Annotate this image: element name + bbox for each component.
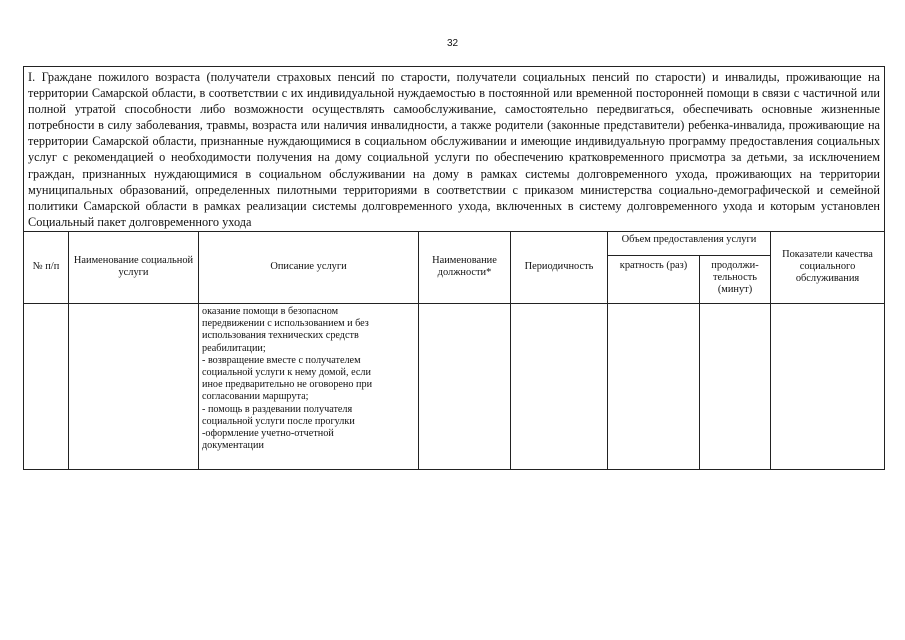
description-line: -оформление учетно-отчетной: [202, 427, 334, 439]
header-volume: Объем предоставления услуги: [608, 231, 771, 255]
description-line: - помощь в раздевании получателя: [202, 403, 353, 415]
description-line: - возвращение вместе с получателем: [202, 354, 361, 366]
header-num: № п/п: [24, 231, 69, 303]
description-line: документации: [202, 440, 264, 452]
description-line: социальной услуги после прогулки: [202, 415, 355, 427]
cell-description: [199, 303, 419, 469]
cell-frequency: [608, 303, 700, 469]
cell-service-name: [69, 303, 199, 469]
cell-num: [24, 303, 69, 469]
description-line: реабилитации;: [202, 342, 266, 354]
header-frequency: кратность (раз): [608, 255, 700, 303]
description-line: иное предварительно не оговорено при: [202, 379, 373, 391]
description-line: согласовании маршрута;: [202, 391, 309, 403]
description-line: передвижении с использованием и без: [202, 318, 369, 330]
table-row: [24, 303, 885, 469]
header-quality: Показатели качества социального обслуживания: [771, 231, 885, 303]
cell-duration: [700, 303, 771, 469]
cell-periodicity: [511, 303, 608, 469]
cell-quality: [771, 303, 885, 469]
header-duration: продолжи-тельность (минут): [700, 255, 771, 303]
header-description: Описание услуги: [199, 231, 419, 303]
section-heading: I. Граждане пожилого возраста (получатели страховых пенсий по старости, получатели социальных пенсий по старости) и инвалиды, проживающие на территории Самарской области, в соответствии с их индивидуальной нуждаемостью в постоянной или временной посторонней помощи в связи с частичной или полной утратой способности либо возможности осуществлять самообслуживание, самостоятельно передвигаться, обеспечивать основные жизненные потребности в силу заболевания, травмы, возраста или наличия инвалидности, а также родители (законные представители) ребенка-инвалида, проживающие на территории Самарской области, признанные нуждающимися в социальном обслуживании и имеющие индивидуальную программу предоставления социальных услуг с рекомендацией о необходимости получения на дому социальной услуги по обеспечению кратковременного присмотра за детьми, за исключением граждан, признанных нуждающимися в социальном обслуживании на дому в рамках системы долговременного ухода, проживающих на территории муниципальных образований, определенных пилотными территориями в соответствии с приказом министерства социально-демографической и семейной политики Самарской области в рамках реализации системы долговременного ухода, включенных в систему долговременного ухода и которым установлен Социальный пакет долговременного ухода: [24, 67, 885, 232]
services-table: [23, 66, 885, 470]
header-service-name: Наименование социальной услуги: [69, 231, 199, 303]
header-position: Наименование должности*: [419, 231, 511, 303]
cell-position: [419, 303, 511, 469]
description-line: социальной услуги к нему домой, если: [202, 366, 371, 378]
header-periodicity: Периодичность: [511, 231, 608, 303]
description-line: использования технических средств: [202, 330, 359, 342]
page-number: 32: [446, 38, 459, 49]
description-line: оказание помощи в безопасном: [202, 305, 339, 317]
